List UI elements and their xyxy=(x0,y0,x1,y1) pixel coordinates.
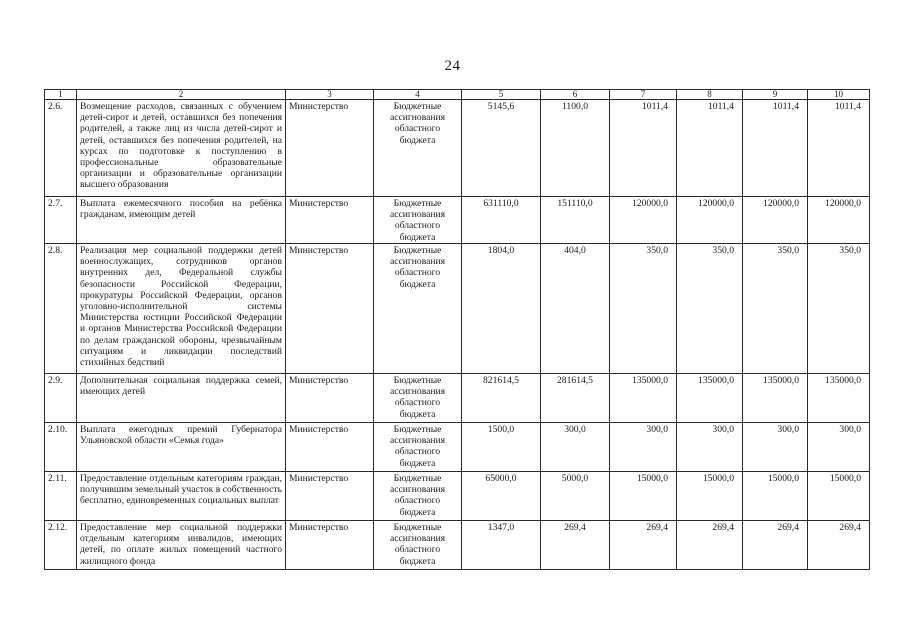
value-year: 350,0 xyxy=(743,244,808,374)
value-year: 269,4 xyxy=(743,521,808,570)
row-number: 2.8. xyxy=(45,244,77,374)
column-header: 8 xyxy=(677,90,743,100)
column-header: 6 xyxy=(541,90,610,100)
value-year: 300,0 xyxy=(677,423,743,472)
row-number: 2.7. xyxy=(45,197,77,244)
funding-source: Бюджетные ассигнования областного бюджета xyxy=(374,374,462,423)
page-number: 24 xyxy=(444,58,461,74)
funding-source: Бюджетные ассигнования областного бюджета xyxy=(374,100,462,197)
value-year: 1011,4 xyxy=(610,100,677,197)
funding-source: Бюджетные ассигнования областного бюджета xyxy=(374,472,462,521)
value-year: 350,0 xyxy=(808,244,870,374)
value-year: 120000,0 xyxy=(808,197,870,244)
value-year: 15000,0 xyxy=(610,472,677,521)
executor: Министерство xyxy=(286,244,374,374)
budget-table xyxy=(44,89,870,570)
measure-description: Выплата ежегодных премий Губернатора Ульяновской области «Семья года» xyxy=(77,423,286,472)
row-number: 2.6. xyxy=(45,100,77,197)
value-total: 1500,0 xyxy=(462,423,541,472)
value-year: 300,0 xyxy=(610,423,677,472)
column-header: 4 xyxy=(374,90,462,100)
value-year: 15000,0 xyxy=(677,472,743,521)
value-total: 5145,6 xyxy=(462,100,541,197)
value-year: 300,0 xyxy=(808,423,870,472)
value-year: 1100,0 xyxy=(541,100,610,197)
table-row xyxy=(45,197,870,244)
column-header: 5 xyxy=(462,90,541,100)
column-header: 3 xyxy=(286,90,374,100)
row-number: 2.10. xyxy=(45,423,77,472)
value-total: 65000,0 xyxy=(462,472,541,521)
value-year: 350,0 xyxy=(677,244,743,374)
value-year: 404,0 xyxy=(541,244,610,374)
funding-source: Бюджетные ассигнования областного бюджета xyxy=(374,197,462,244)
column-header: 9 xyxy=(743,90,808,100)
value-year: 135000,0 xyxy=(610,374,677,423)
value-year: 120000,0 xyxy=(743,197,808,244)
measure-description: Реализация мер социальной поддержки детей военнослужащих, сотрудников органов внутренних дел, Федеральной службы безопасности Российской Федерации, прокуратуры Российской Федерации, органов уголовно-исполнительной системы Министерства юстиции Российской Федерации и органов Министерства Российской Федерации по делам гражданской обороны, чрезвычайным ситуациям и ликвидации последствий стихийных бедствий xyxy=(77,244,286,374)
value-total: 821614,5 xyxy=(462,374,541,423)
value-year: 281614,5 xyxy=(541,374,610,423)
column-header: 10 xyxy=(808,90,870,100)
row-number: 2.11. xyxy=(45,472,77,521)
table-row xyxy=(45,423,870,472)
value-year: 1011,4 xyxy=(677,100,743,197)
table-row xyxy=(45,521,870,570)
value-year: 135000,0 xyxy=(677,374,743,423)
value-year: 269,4 xyxy=(808,521,870,570)
measure-description: Предоставление мер социальной поддержки отдельным категориям инвалидов, имеющих детей, по оплате жилых помещений частного жилищного фонда xyxy=(77,521,286,570)
executor: Министерство xyxy=(286,374,374,423)
table-header-row xyxy=(45,90,870,100)
executor: Министерство xyxy=(286,197,374,244)
value-year: 135000,0 xyxy=(808,374,870,423)
table-row xyxy=(45,374,870,423)
row-number: 2.12. xyxy=(45,521,77,570)
value-year: 350,0 xyxy=(610,244,677,374)
measure-description: Выплата ежемесячного пособия на ребёнка гражданам, имеющим детей xyxy=(77,197,286,244)
column-header: 7 xyxy=(610,90,677,100)
executor: Министерство xyxy=(286,521,374,570)
value-year: 269,4 xyxy=(610,521,677,570)
value-total: 1804,0 xyxy=(462,244,541,374)
value-year: 15000,0 xyxy=(808,472,870,521)
executor: Министерство xyxy=(286,423,374,472)
column-header: 1 xyxy=(45,90,77,100)
value-year: 300,0 xyxy=(743,423,808,472)
table-row xyxy=(45,100,870,197)
funding-source: Бюджетные ассигнования областного бюджета xyxy=(374,521,462,570)
executor: Министерство xyxy=(286,472,374,521)
value-total: 1347,0 xyxy=(462,521,541,570)
value-total: 631110,0 xyxy=(462,197,541,244)
column-header: 2 xyxy=(77,90,286,100)
executor: Министерство xyxy=(286,100,374,197)
funding-source: Бюджетные ассигнования областного бюджета xyxy=(374,244,462,374)
value-year: 120000,0 xyxy=(610,197,677,244)
measure-description: Предоставление отдельным категориям граждан, получившим земельный участок в собственность бесплатно, единовременных социальных выплат xyxy=(77,472,286,521)
value-year: 151110,0 xyxy=(541,197,610,244)
value-year: 120000,0 xyxy=(677,197,743,244)
measure-description: Дополнительная социальная поддержка семей, имеющих детей xyxy=(77,374,286,423)
value-year: 269,4 xyxy=(677,521,743,570)
table-row xyxy=(45,472,870,521)
value-year: 135000,0 xyxy=(743,374,808,423)
value-year: 15000,0 xyxy=(743,472,808,521)
value-year: 1011,4 xyxy=(808,100,870,197)
value-year: 269,4 xyxy=(541,521,610,570)
table-row xyxy=(45,244,870,374)
row-number: 2.9. xyxy=(45,374,77,423)
value-year: 1011,4 xyxy=(743,100,808,197)
value-year: 5000,0 xyxy=(541,472,610,521)
funding-source: Бюджетные ассигнования областного бюджета xyxy=(374,423,462,472)
measure-description: Возмещение расходов, связанных с обучением детей-сирот и детей, оставшихся без попечения родителей, а также лиц из числа детей-сирот и детей, оставшихся без попечения родителей, на курсах по подготовке к поступлению в профессиональные образовательные организации и образовательные организации высшего образования xyxy=(77,100,286,197)
value-year: 300,0 xyxy=(541,423,610,472)
